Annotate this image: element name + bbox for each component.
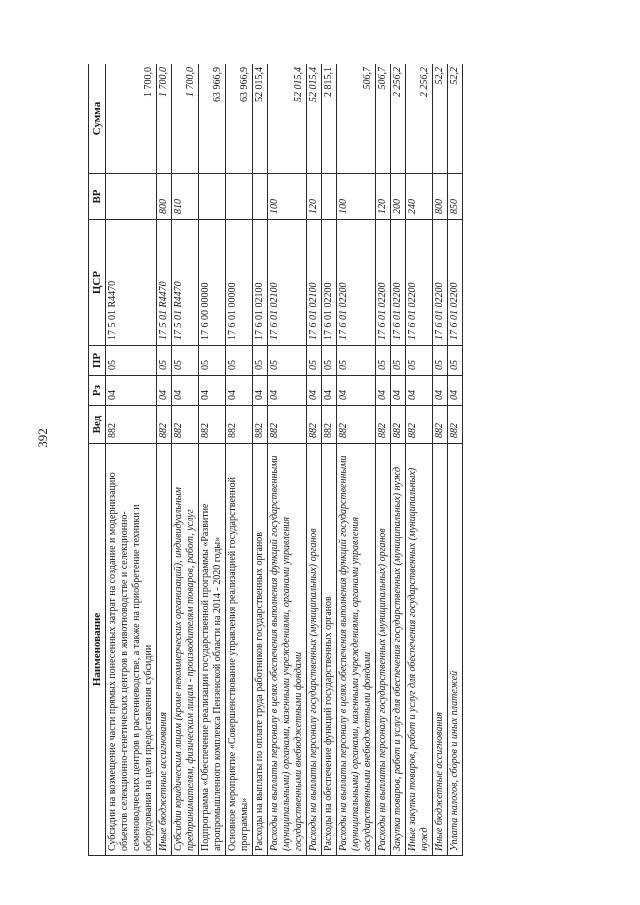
cell-rz: 04 [157,376,172,406]
cell-csr: 17 6 01 02200 [391,220,406,346]
cell-vr: 120 [376,174,391,220]
cell-name: Закупка товаров, работ и услуг для обеспечения государственных (муниципальных) нужд [391,444,406,856]
cell-name: Уплата налогов, сборов и иных платежей [448,444,463,856]
cell-rz: 04 [322,376,337,406]
cell-sum: 506,7 [337,64,376,174]
cell-pr: 05 [322,346,337,376]
cell-vr [322,174,337,220]
cell-pr: 05 [391,346,406,376]
cell-csr: 17 5 01 R4470 [106,220,157,346]
cell-vr: 100 [268,174,307,220]
cell-rz: 04 [253,376,268,406]
cell-sum: 2 815,1 [322,64,337,174]
cell-sum: 2 256,2 [391,64,406,174]
cell-name: Субсидии на возмещение части прямых понесенных затрат на создание и модернизацию объектов селекционно-генетических центров в животноводстве и селекционно-семеноводческих центров в растениеводстве, а также на приобретение техники и оборудования на цели предоставления субсидии [106,444,157,856]
cell-csr: 17 6 01 02200 [448,220,463,346]
cell-sum: 52 015,4 [253,64,268,174]
cell-ved: 882 [307,406,322,444]
table-row [376,64,391,856]
rotated-table-frame [88,64,546,856]
cell-vr: 810 [172,174,199,220]
cell-csr: 17 5 01 R4470 [172,220,199,346]
cell-pr: 05 [433,346,448,376]
cell-rz: 04 [268,376,307,406]
cell-sum: 63 966,9 [199,64,226,174]
header-pr: ПР [89,346,106,376]
cell-vr: 200 [391,174,406,220]
header-name: Наименование [89,444,106,856]
cell-name: Расходы на выплаты персоналу государственных (муниципальных) органов [376,444,391,856]
cell-csr: 17 6 00 00000 [199,220,226,346]
cell-rz: 04 [106,376,157,406]
cell-pr: 05 [307,346,322,376]
cell-pr: 05 [157,346,172,376]
cell-name: Расходы на выплаты персоналу государственных (муниципальных) органов [307,444,322,856]
header-ved: Вед [89,406,106,444]
cell-name: Основное мероприятие «Совершенствование управления реализацией государственной программы» [226,444,253,856]
cell-vr: 240 [406,174,433,220]
table-row [253,64,268,856]
cell-vr [226,174,253,220]
cell-ved: 882 [448,406,463,444]
cell-csr: 17 5 01 R4470 [157,220,172,346]
cell-name: Иные закупки товаров, работ и услуг для обеспечения государственных (муниципальных) нужд [406,444,433,856]
cell-name: Расходы на выплаты по оплате труда работников государственных органов [253,444,268,856]
cell-name: Расходы на выплаты персоналу в целях обеспечения выполнения функций государственными (муниципальными) органами, казенными учреждениями, органами управления государственными внебюджетными фондами [337,444,376,856]
table-row [199,64,226,856]
cell-sum: 1 700,0 [157,64,172,174]
cell-ved: 882 [199,406,226,444]
cell-sum: 52 015,4 [268,64,307,174]
cell-sum: 1 700,0 [106,64,157,174]
cell-ved: 882 [433,406,448,444]
header-vr: ВР [89,174,106,220]
cell-csr: 17 6 01 02200 [337,220,376,346]
table-row [322,64,337,856]
cell-pr: 05 [406,346,433,376]
cell-ved: 882 [337,406,376,444]
cell-ved: 882 [268,406,307,444]
cell-rz: 04 [406,376,433,406]
table-row [391,64,406,856]
table-row [448,64,463,856]
cell-name: Иные бюджетные ассигнования [157,444,172,856]
cell-name: Расходы на выплаты персоналу в целях обеспечения выполнения функций государственными (муниципальными) органами, казенными учреждениями, органами управления государственными внебюджетными фондами [268,444,307,856]
cell-csr: 17 6 01 02100 [307,220,322,346]
cell-sum: 63 966,9 [226,64,253,174]
cell-ved: 882 [391,406,406,444]
cell-rz: 04 [337,376,376,406]
table-row [406,64,433,856]
table-row [172,64,199,856]
cell-name: Субсидии юридическим лицам (кроме некоммерческих организаций), индивидуальным предпринимателям, физическим лицам - производителям товаров, работ, услуг [172,444,199,856]
cell-csr: 17 6 01 02200 [376,220,391,346]
header-rz: Рз [89,376,106,406]
cell-ved: 882 [253,406,268,444]
cell-sum: 52 015,4 [307,64,322,174]
cell-csr: 17 6 01 02200 [406,220,433,346]
cell-sum: 52,2 [433,64,448,174]
cell-ved: 882 [172,406,199,444]
cell-ved: 882 [106,406,157,444]
cell-ved: 882 [376,406,391,444]
header-sum: Сумма [89,64,106,174]
cell-sum: 52,2 [448,64,463,174]
cell-sum: 1 700,0 [172,64,199,174]
cell-rz: 04 [172,376,199,406]
cell-pr: 05 [253,346,268,376]
cell-vr: 800 [157,174,172,220]
cell-rz: 04 [376,376,391,406]
cell-ved: 882 [157,406,172,444]
page-number: 392 [35,428,50,448]
cell-pr: 05 [172,346,199,376]
cell-name: Иные бюджетные ассигнования [433,444,448,856]
table-row [226,64,253,856]
cell-pr: 05 [448,346,463,376]
cell-vr [106,174,157,220]
cell-pr: 05 [106,346,157,376]
cell-rz: 04 [199,376,226,406]
cell-vr [199,174,226,220]
cell-ved: 882 [406,406,433,444]
budget-table [88,64,463,856]
table-row [157,64,172,856]
table-row [307,64,322,856]
cell-sum: 2 256,2 [406,64,433,174]
cell-csr: 17 6 01 02100 [268,220,307,346]
cell-pr: 05 [199,346,226,376]
budget-table-container [88,64,546,856]
cell-rz: 04 [448,376,463,406]
cell-csr: 17 6 01 02200 [433,220,448,346]
cell-vr: 120 [307,174,322,220]
cell-rz: 04 [307,376,322,406]
table-row [268,64,307,856]
cell-pr: 05 [268,346,307,376]
cell-vr: 100 [337,174,376,220]
cell-vr: 800 [433,174,448,220]
cell-name: Подпрограмма «Обеспечение реализации государственной программы «Развитие агропромышленного комплекса Пензенской области на 2014 - 2020 годы» [199,444,226,856]
cell-vr: 850 [448,174,463,220]
table-row [433,64,448,856]
cell-csr: 17 6 01 00000 [226,220,253,346]
cell-rz: 04 [226,376,253,406]
cell-sum: 506,7 [376,64,391,174]
cell-csr: 17 6 01 02200 [322,220,337,346]
table-body [106,64,463,856]
cell-rz: 04 [433,376,448,406]
cell-rz: 04 [391,376,406,406]
cell-name: Расходы на обеспечение функций государственных органов [322,444,337,856]
cell-ved: 882 [226,406,253,444]
header-csr: ЦСР [89,220,106,346]
cell-csr: 17 6 01 02100 [253,220,268,346]
cell-vr [253,174,268,220]
cell-ved: 882 [322,406,337,444]
table-row [106,64,157,856]
cell-pr: 05 [226,346,253,376]
table-row [337,64,376,856]
table-header-row [89,64,106,856]
cell-pr: 05 [337,346,376,376]
cell-pr: 05 [376,346,391,376]
